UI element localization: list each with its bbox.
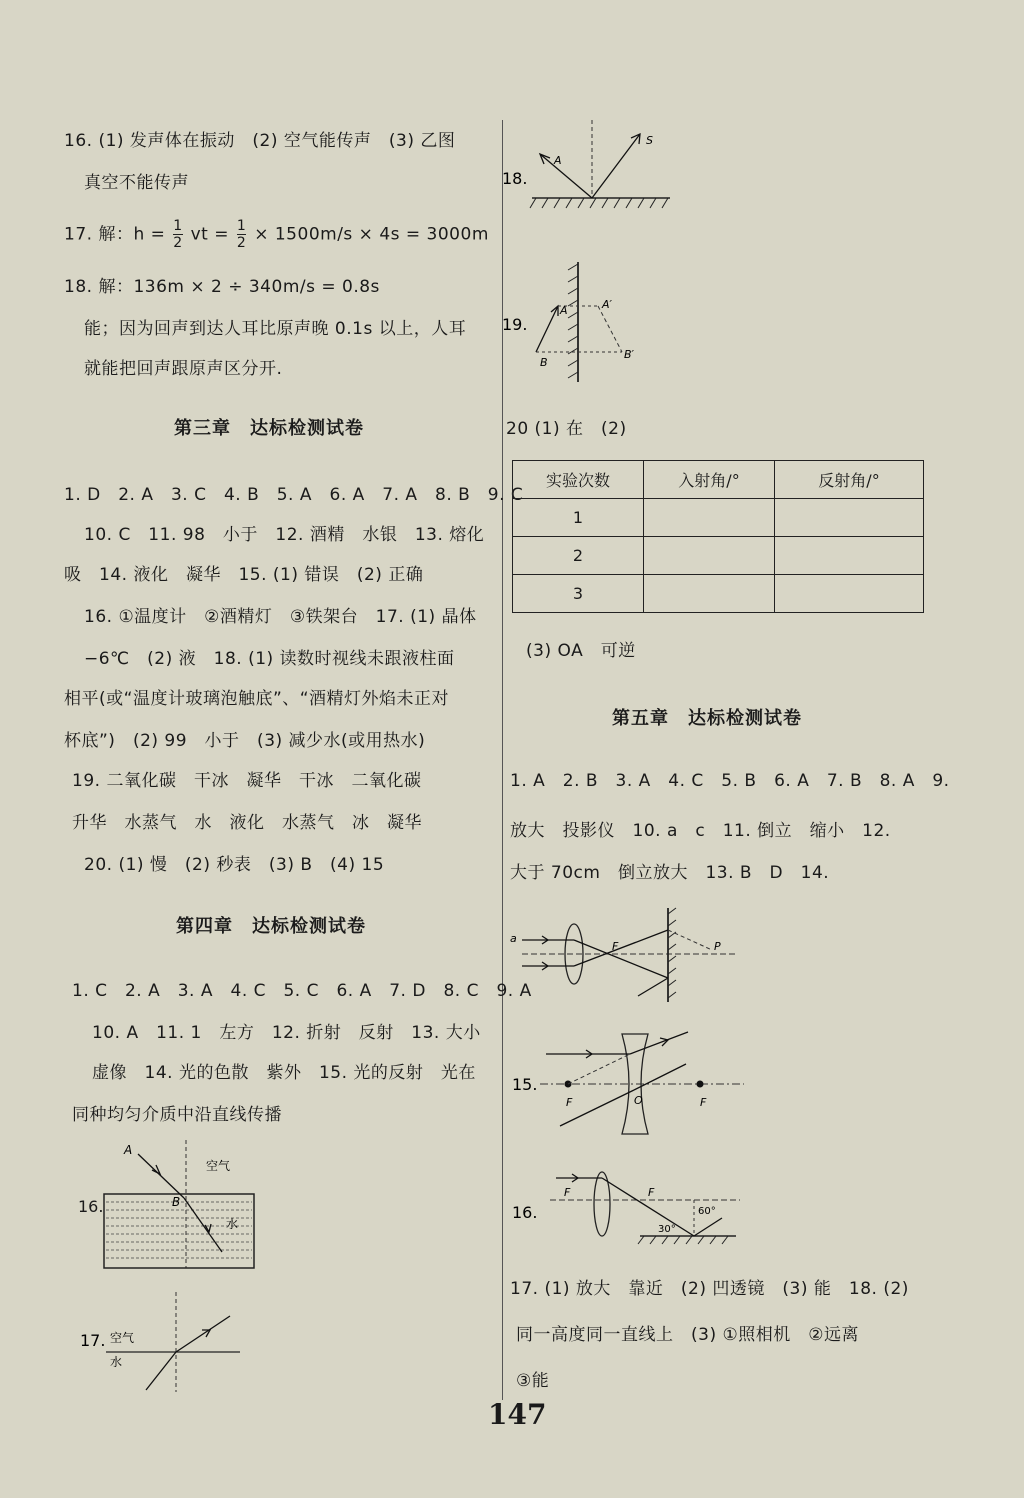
label-F-left: F (564, 1186, 571, 1199)
table-cell: 1 (513, 499, 644, 537)
incident-ray (146, 1352, 176, 1390)
answer-17-right: 17. (1) 放大 靠近 (2) 凹透镜 (3) 能 18. (2) (510, 1279, 909, 1299)
figure-16-refraction (72, 1140, 272, 1280)
label-F-right: F (648, 1186, 655, 1199)
ch4-line: 同种均匀介质中沿直线传播 (72, 1105, 282, 1125)
ch4-line: 10. A 11. 1 左方 12. 折射 反射 13. 大小 (92, 1023, 481, 1043)
ch5-line: 1. A 2. B 3. A 4. C 5. B 6. A 7. B 8. A 9. (510, 771, 950, 791)
page-number: 147 (488, 1398, 547, 1431)
table-cell (775, 499, 924, 537)
ch3-line: −6℃ (2) 液 18. (1) 读数时视线未跟液柱面 (84, 649, 455, 669)
ch5-line: 放大 投影仪 10. a c 11. 倒立 缩小 12. (510, 821, 891, 841)
fig15-number: 15. (512, 1075, 538, 1094)
ch4-line: 虚像 14. 光的色散 紫外 15. 光的反射 光在 (92, 1063, 476, 1083)
fraction-numerator: 1 (173, 218, 183, 234)
table-cell (775, 537, 924, 575)
label-F-right: F (700, 1096, 707, 1109)
ch3-line: 19. 二氧化碳 干冰 凝华 干冰 二氧化碳 (72, 771, 422, 791)
ch3-line: 16. ①温度计 ②酒精灯 ③铁架台 17. (1) 晶体 (84, 607, 477, 627)
answer-16-line1: 16. (1) 发声体在振动 (2) 空气能传声 (3) 乙图 (64, 131, 456, 151)
mirror-hatching (568, 264, 578, 378)
label-water: 水 (110, 1355, 123, 1369)
label-60deg: 60° (698, 1206, 716, 1217)
label-F: F (612, 940, 619, 953)
label-a: a (510, 932, 517, 945)
refracted-ray (184, 1198, 222, 1252)
mirror-hatching (530, 198, 668, 208)
answer-18-right: 同一高度同一直线上 (3) ①照相机 ②远离 (516, 1325, 859, 1345)
focal-point-right (697, 1081, 704, 1088)
refracted-ray (176, 1316, 230, 1352)
ch5-line: 大于 70cm 倒立放大 13. B D 14. (510, 863, 830, 883)
figure-15-concave-lens (510, 1030, 750, 1140)
answer-18-line1: 18. 解：136m × 2 ÷ 340m/s = 0.8s (64, 277, 380, 297)
figure-16-lens-reflection (510, 1162, 750, 1262)
ch3-line: 升华 水蒸气 水 液化 水蒸气 冰 凝华 (72, 813, 422, 833)
label-30deg: 30° (658, 1224, 676, 1235)
figure-14-lens-mirror (508, 906, 748, 1006)
label-B-prime: B′ (624, 348, 635, 361)
chapter4-title: 第四章 达标检测试卷 (176, 916, 366, 937)
ch3-line: 相平(或“温度计玻璃泡触底”、“酒精灯外焰未正对 (64, 689, 450, 709)
arrow-icon (152, 1165, 160, 1174)
label-O: O (634, 1094, 643, 1107)
table-row (513, 499, 924, 537)
table-cell: 2 (513, 537, 644, 575)
diverged-ray (630, 1032, 688, 1054)
answer-17-rest: × 1500m/s × 4s = 3000m (254, 224, 489, 245)
label-air: 空气 (206, 1159, 231, 1173)
fig16-number: 16. (78, 1197, 104, 1216)
answer-17-prefix: 17. 解：h = (64, 224, 166, 245)
incident-ray (138, 1154, 184, 1198)
label-air: 空气 (110, 1331, 135, 1345)
reflected-ray (694, 1218, 722, 1236)
incident-ray (592, 134, 640, 198)
label-B: B (172, 1195, 181, 1209)
answer-18-line2: 能；因为回声到达人耳比原声晚 0.1s 以上，人耳 (84, 319, 467, 339)
table-cell (644, 537, 775, 575)
answer-20: 20 (1) 在 (2) (506, 419, 627, 439)
answer-16-line2: 真空不能传声 (84, 173, 189, 193)
fraction-numerator-2: 1 (236, 218, 247, 234)
table-cell (644, 499, 775, 537)
label-water: 水 (226, 1217, 239, 1231)
mirror-hatching (668, 908, 676, 998)
ch3-line: 吸 14. 液化 凝华 15. (1) 错误 (2) 正确 (64, 565, 424, 585)
label-A-prime: A′ (602, 298, 613, 311)
figure-17-refraction (76, 1290, 256, 1400)
mirror-hatching (638, 1236, 728, 1244)
label-B: B (540, 356, 548, 369)
ch3-line: 20. (1) 慢 (2) 秒表 (3) B (4) 15 (84, 855, 385, 875)
ch3-line: 10. C 11. 98 小于 12. 酒精 水银 13. 熔化 (84, 525, 485, 545)
fraction-denominator-2: 2 (236, 235, 247, 251)
converged-ray-2 (574, 930, 668, 966)
label-S: S (646, 134, 653, 147)
chapter5-title: 第五章 达标检测试卷 (612, 708, 802, 729)
table-header: 实验次数 (513, 461, 644, 499)
ch4-line: 1. C 2. A 3. A 4. C 5. C 6. A 7. D 8. C 9. A (72, 981, 532, 1001)
answer-17 (64, 218, 489, 251)
virtual-extension (568, 1054, 630, 1084)
figure-18-reflection (500, 120, 680, 220)
reflected-ray (540, 154, 592, 198)
ch3-line: 杯底”) (2) 99 小于 (3) 减少水(或用热水) (64, 731, 426, 751)
experiment-table (512, 460, 924, 613)
chapter3-title: 第三章 达标检测试卷 (174, 418, 364, 439)
table-cell: 3 (513, 575, 644, 613)
fig16r-number: 16. (512, 1203, 538, 1222)
virtual-extension (668, 930, 712, 950)
fig18-number: 18. (502, 169, 528, 188)
answer-18-right-end: ③能 (516, 1371, 550, 1391)
fig17-number: 17. (80, 1331, 106, 1350)
table-header: 反射角/° (775, 461, 924, 499)
table-row (513, 575, 924, 613)
ch3-line: 1. D 2. A 3. C 4. B 5. A 6. A 7. A 8. B 9. C (64, 485, 524, 505)
converged-ray-1 (574, 940, 668, 978)
label-A: A (554, 154, 562, 167)
image-AB (598, 306, 622, 352)
label-P: P (714, 940, 721, 953)
fraction-half (173, 218, 182, 251)
fig19-number: 19. (502, 315, 528, 334)
table-header-row (513, 461, 924, 499)
label-A: A (560, 304, 568, 317)
answer-17-vt: vt = (190, 224, 229, 245)
reflected-ray (638, 978, 668, 996)
table-cell (775, 575, 924, 613)
figure-19-plane-mirror (500, 260, 660, 390)
label-A: A (124, 1143, 133, 1157)
label-F-left: F (566, 1096, 573, 1109)
fraction-half-2 (237, 218, 246, 251)
table-header: 入射角/° (644, 461, 775, 499)
fraction-denominator: 2 (173, 235, 183, 251)
table-row (513, 537, 924, 575)
answer-18-line3: 就能把回声跟原声区分开. (84, 359, 283, 379)
object-AB (536, 306, 558, 352)
table-cell (644, 575, 775, 613)
answer-20-3: (3) OA 可逆 (526, 641, 636, 661)
